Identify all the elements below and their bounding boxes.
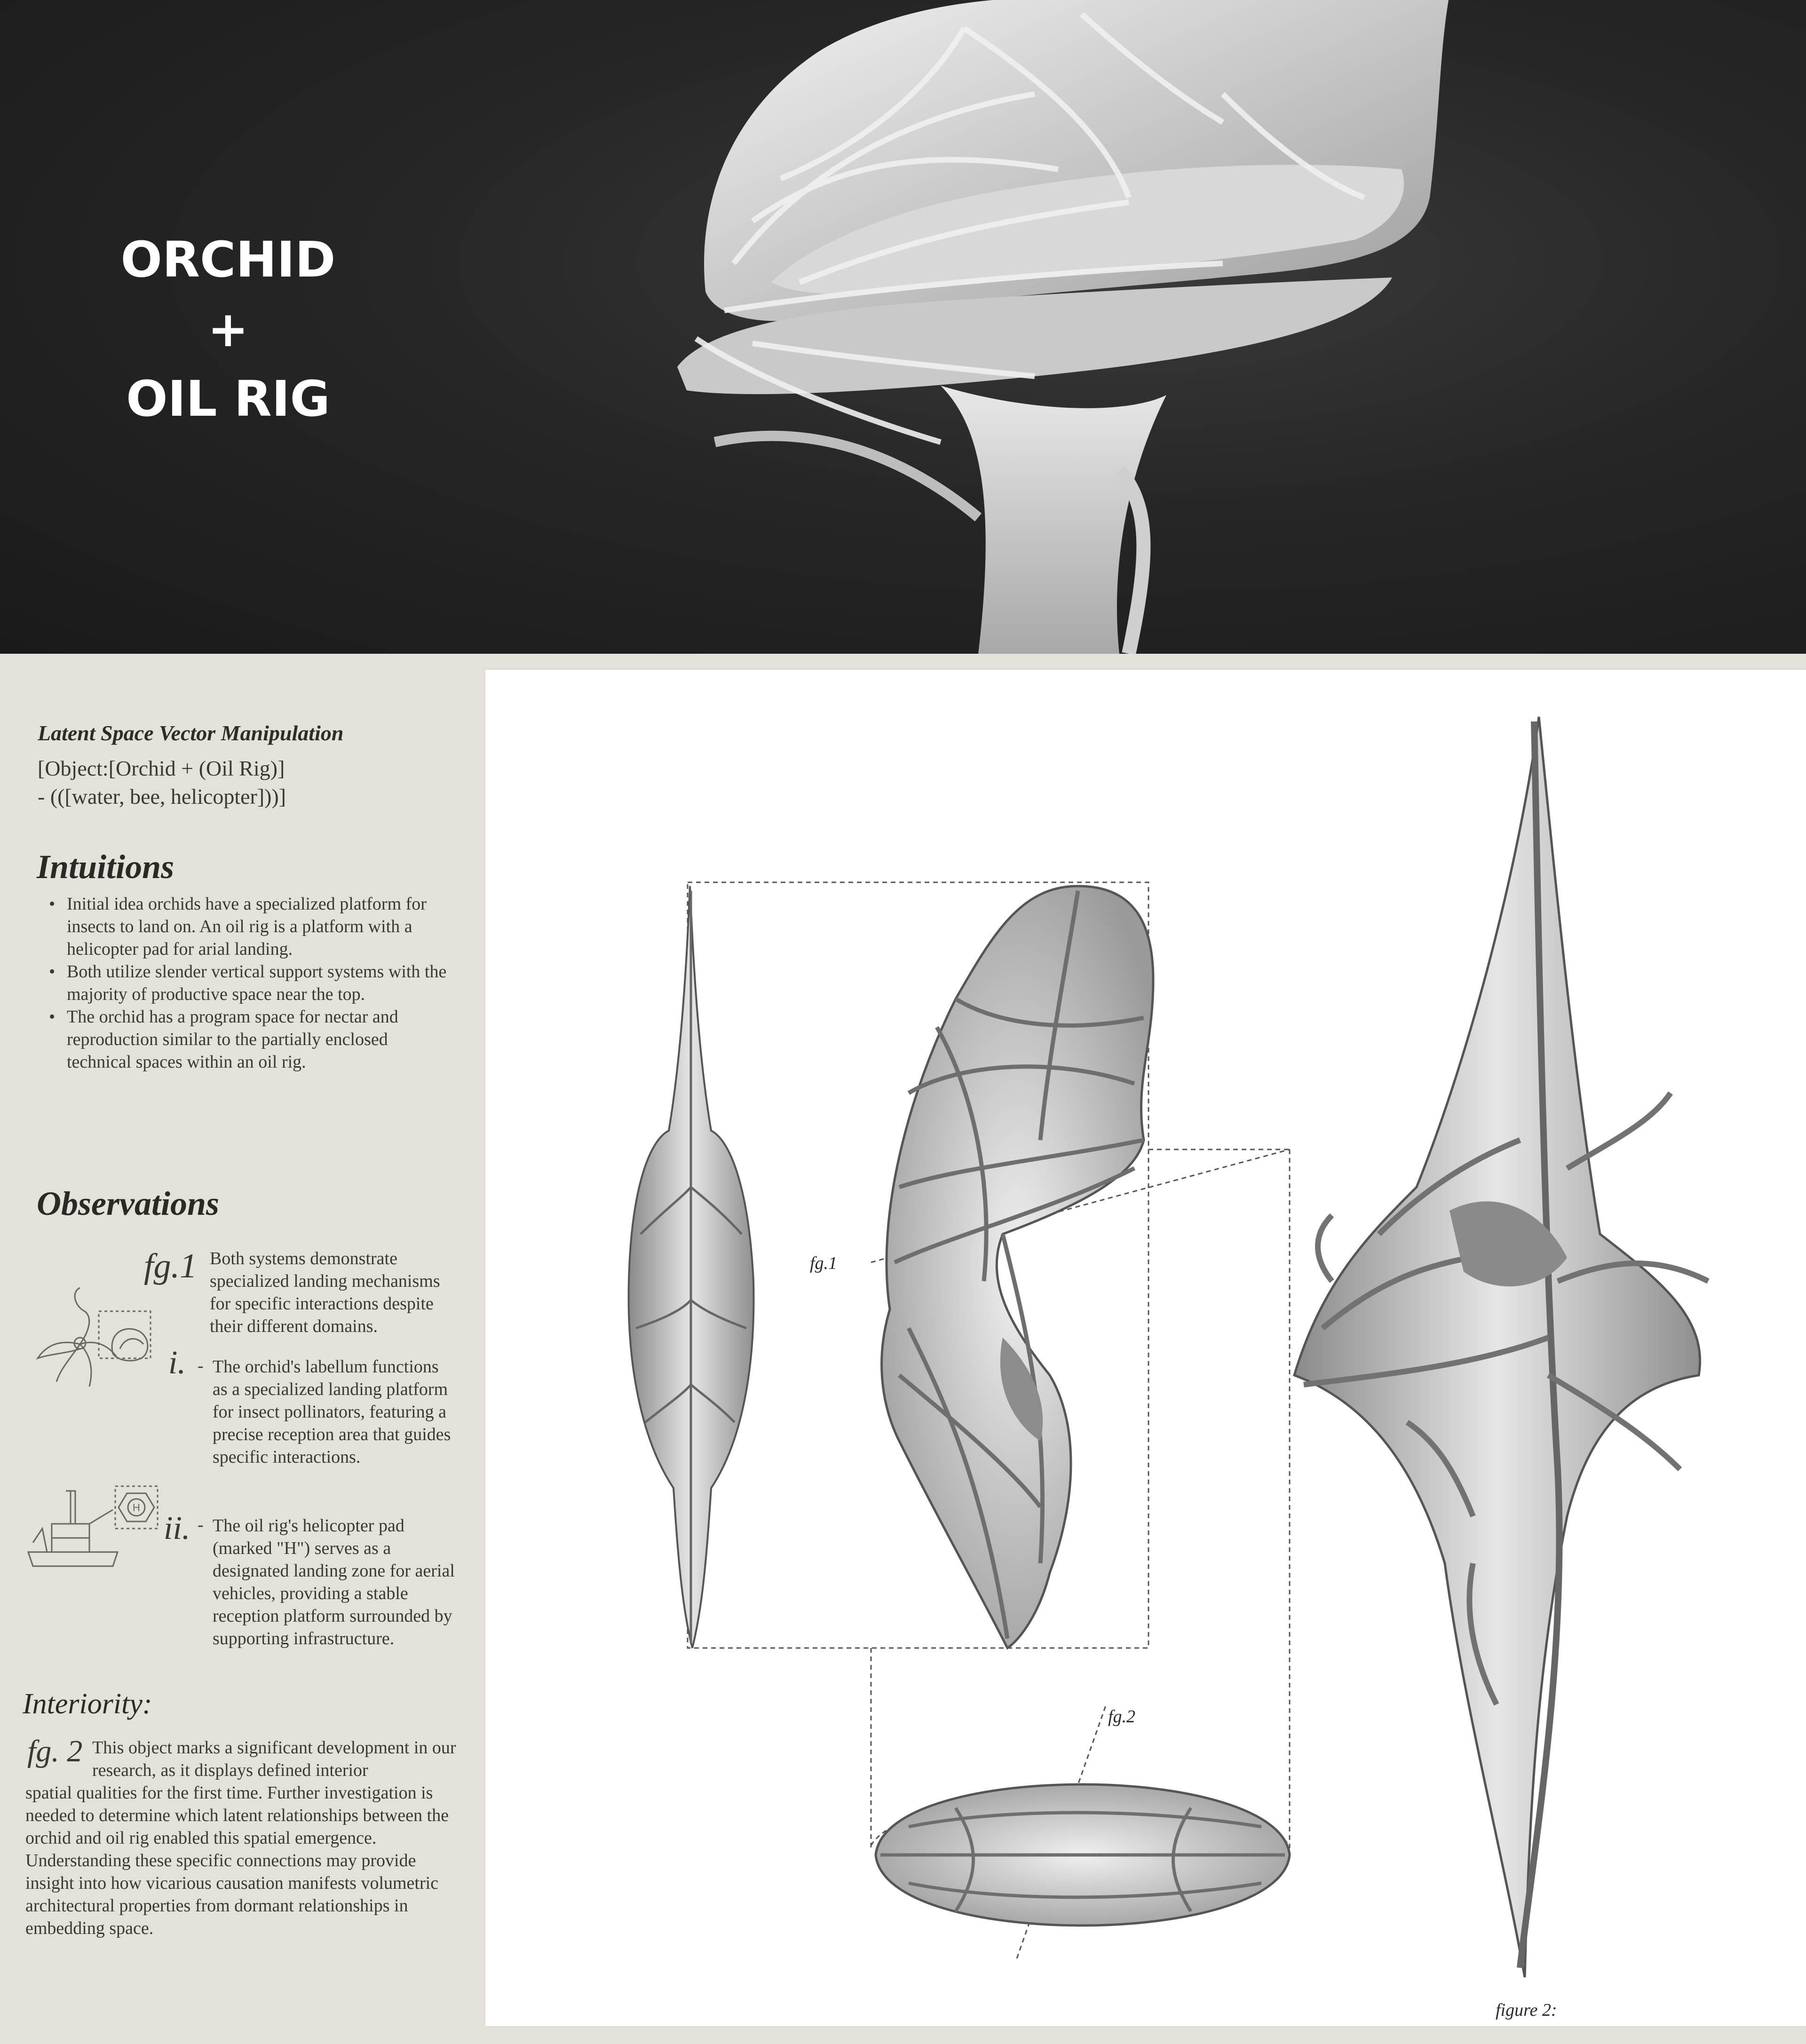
left-elevation-view bbox=[629, 886, 754, 1648]
figure-drawing bbox=[485, 670, 1806, 2026]
hero-title-line2: + bbox=[207, 301, 249, 358]
figure-label-fg2: fg.2 bbox=[1108, 1707, 1136, 1727]
text-column bbox=[0, 654, 484, 2044]
obs-ii-label: ii. bbox=[164, 1510, 190, 1546]
interiority-text-first: This object marks a significant development in our research, as it displays defined interior bbox=[92, 1738, 456, 1780]
center-elevation-view bbox=[882, 886, 1153, 1648]
obs-ii-dash: - bbox=[198, 1515, 204, 1535]
obs-fg1-label: fg.1 bbox=[144, 1247, 198, 1285]
figure-caption: figure 2: bbox=[1496, 2000, 1557, 2020]
oil-rig-sketch bbox=[24, 1482, 165, 1576]
interiority-fg2-label: fg. 2 bbox=[27, 1734, 83, 1768]
intuition-item: • Both utilize slender vertical support systems with the majority of productive space near the top. bbox=[47, 960, 456, 1006]
obs-fg1-text: Both systems demonstrate specialized landing mechanisms for specific interactions despite their different domains. bbox=[210, 1249, 440, 1336]
obs-i-label: i. bbox=[168, 1345, 186, 1381]
hero-title-line1: ORCHID bbox=[120, 231, 336, 288]
intuitions-title: Intuitions bbox=[37, 848, 174, 886]
intuitions-list bbox=[47, 893, 456, 1073]
formula-line1: [Object:[Orchid + (Oil Rig)] bbox=[38, 756, 285, 780]
hero-banner bbox=[0, 0, 1806, 654]
section-heading: Latent Space Vector Manipulation bbox=[38, 721, 344, 745]
hero-title bbox=[75, 225, 381, 434]
intuition-item: • Initial idea orchids have a specialized platform for insects to land on. An oil rig is a platform with a helicopter pad for arial landing. bbox=[47, 893, 456, 960]
obs-i-text: The orchid's labellum functions as a specialized landing platform for insect pollinators, featuring a precise reception area that guides specific interactions. bbox=[213, 1357, 451, 1467]
interiority-title: Interiority: bbox=[23, 1688, 152, 1720]
intuition-item: • The orchid has a program space for nectar and reproduction similar to the partially enclosed technical spaces within an oil rig. bbox=[47, 1006, 456, 1073]
interiority-text-rest: spatial qualities for the first time. Further investigation is needed to determine which latent relationships between the orchid and oil rig enabled this spatial emergence. Understanding these specific connections may provide insight into how vicarious causation manifests volumetric architectural properties from dormant relationships in embedding space. bbox=[25, 1783, 449, 1938]
hero-title-line3: OIL RIG bbox=[126, 370, 330, 428]
bottom-plan-view bbox=[876, 1784, 1290, 1925]
orchid-sketch bbox=[24, 1283, 165, 1396]
formula bbox=[38, 754, 286, 811]
obs-i-dash: - bbox=[198, 1356, 204, 1376]
figure-label-fg1: fg.1 bbox=[810, 1253, 838, 1273]
formula-line2: - (([water, bee, helicopter]))] bbox=[38, 784, 286, 808]
right-axonometric-view bbox=[1294, 717, 1708, 1977]
helipad-letter: H bbox=[133, 1502, 140, 1513]
observations-title: Observations bbox=[37, 1185, 220, 1222]
figure-panel bbox=[485, 670, 1806, 2026]
obs-ii-text: The oil rig's helicopter pad (marked "H") serves as a designated landing zone for aerial vehicles, providing a stable reception platform surrounded by supporting infrastructure. bbox=[213, 1516, 455, 1648]
